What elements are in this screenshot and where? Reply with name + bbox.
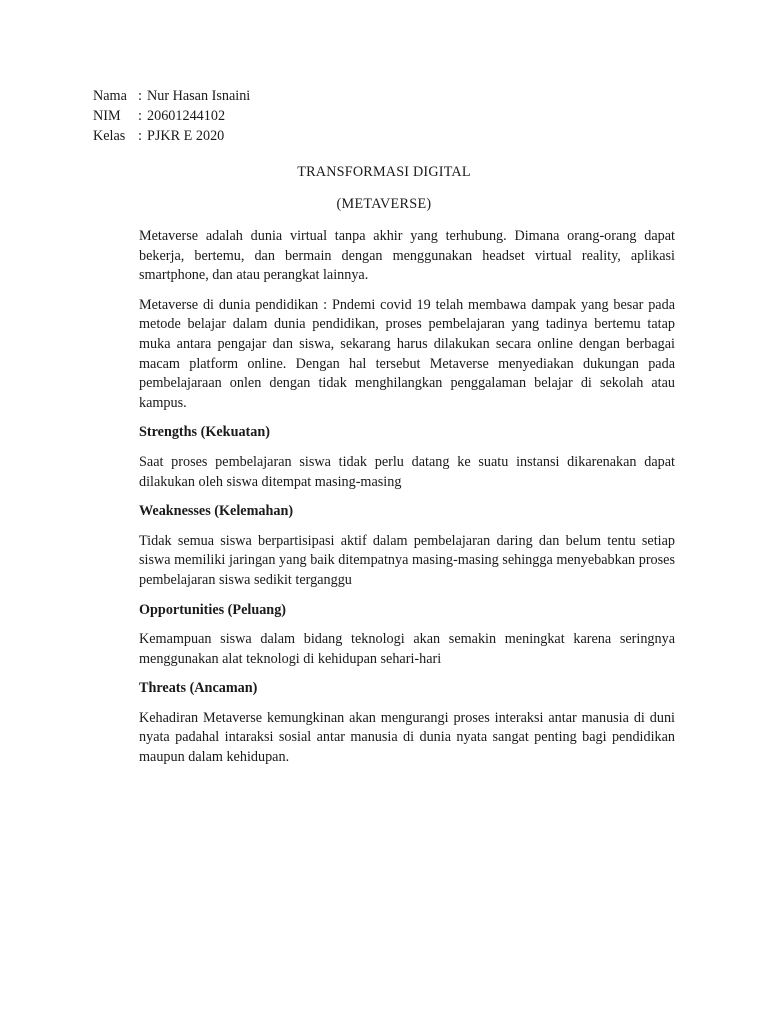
nim-label: NIM (93, 108, 121, 124)
name-separator: : (138, 88, 142, 104)
nim-value: 20601244102 (147, 108, 226, 124)
document-subtitle: (METAVERSE) (336, 196, 432, 212)
identity-row-nim (93, 106, 250, 126)
section-heading-threats: Threats (Ancaman) (139, 680, 258, 697)
intro-paragraph-education: Metaverse di dunia pendidikan : Pndemi covid 19 telah membawa dampak yang besar pada metode belajar dalam dunia pendidikan, proses pembelajaran yang tadinya bertemu tatap muka antara pengajar dan siswa, sekarang harus dilakukan secara online dengan berbagai macam platform online. Dengan hal tersebut Metaverse menyediakan dukungan pada pembelajaraan onlen dengan tidak menghilangkan penggalaman belajar di sekolah atau kampus. (139, 296, 675, 411)
name-label: Nama (93, 88, 127, 104)
document-body (139, 227, 675, 778)
class-separator: : (138, 128, 142, 144)
identity-block (93, 86, 250, 146)
identity-row-name (93, 86, 250, 106)
intro-paragraph-definition: Metaverse adalah dunia virtual tanpa akhir yang terhubung. Dimana orang-orang dapat bekerja, bertemu, dan bermain dengan menggunakan headset virtual reality, aplikasi smartphone, dan atau perangkat lainnya. (139, 228, 675, 284)
class-value: PJKR E 2020 (147, 128, 225, 144)
section-heading-opportunities: Opportunities (Peluang) (139, 601, 287, 618)
class-label: Kelas (93, 128, 126, 144)
section-text-threats: Kehadiran Metaverse kemungkinan akan mengurangi proses interaksi antar manusia di duni nyata padahal intaraksi sosial antar manusia di dunia nyata sangat penting bagi pendidikan maupun dalam kehidupan. (139, 709, 675, 766)
section-text-opportunities: Kemampuan siswa dalam bidang teknologi akan semakin meningkat karena seringnya menggunakan alat teknologi di kehidupan sehari-hari (139, 631, 675, 667)
nim-separator: : (138, 108, 142, 124)
identity-row-class (93, 126, 250, 146)
section-heading-weaknesses: Weaknesses (Kelemahan) (139, 503, 294, 520)
name-value: Nur Hasan Isnaini (147, 88, 251, 104)
document-title: TRANSFORMASI DIGITAL (297, 164, 471, 180)
section-text-weaknesses: Tidak semua siswa berpartisipasi aktif dalam pembelajaran daring dan belum tentu setiap siswa memiliki jaringan yang baik ditempatnya masing-masing sehingga menyebabkan proses pembelajaran siswa sedikit terganggu (139, 532, 675, 588)
section-heading-strengths: Strengths (Kekuatan) (139, 424, 270, 441)
section-text-strengths: Saat proses pembelajaran siswa tidak perlu datang ke suatu instansi dikarenakan dapat dilakukan oleh siswa ditempat masing-masing (139, 453, 675, 490)
